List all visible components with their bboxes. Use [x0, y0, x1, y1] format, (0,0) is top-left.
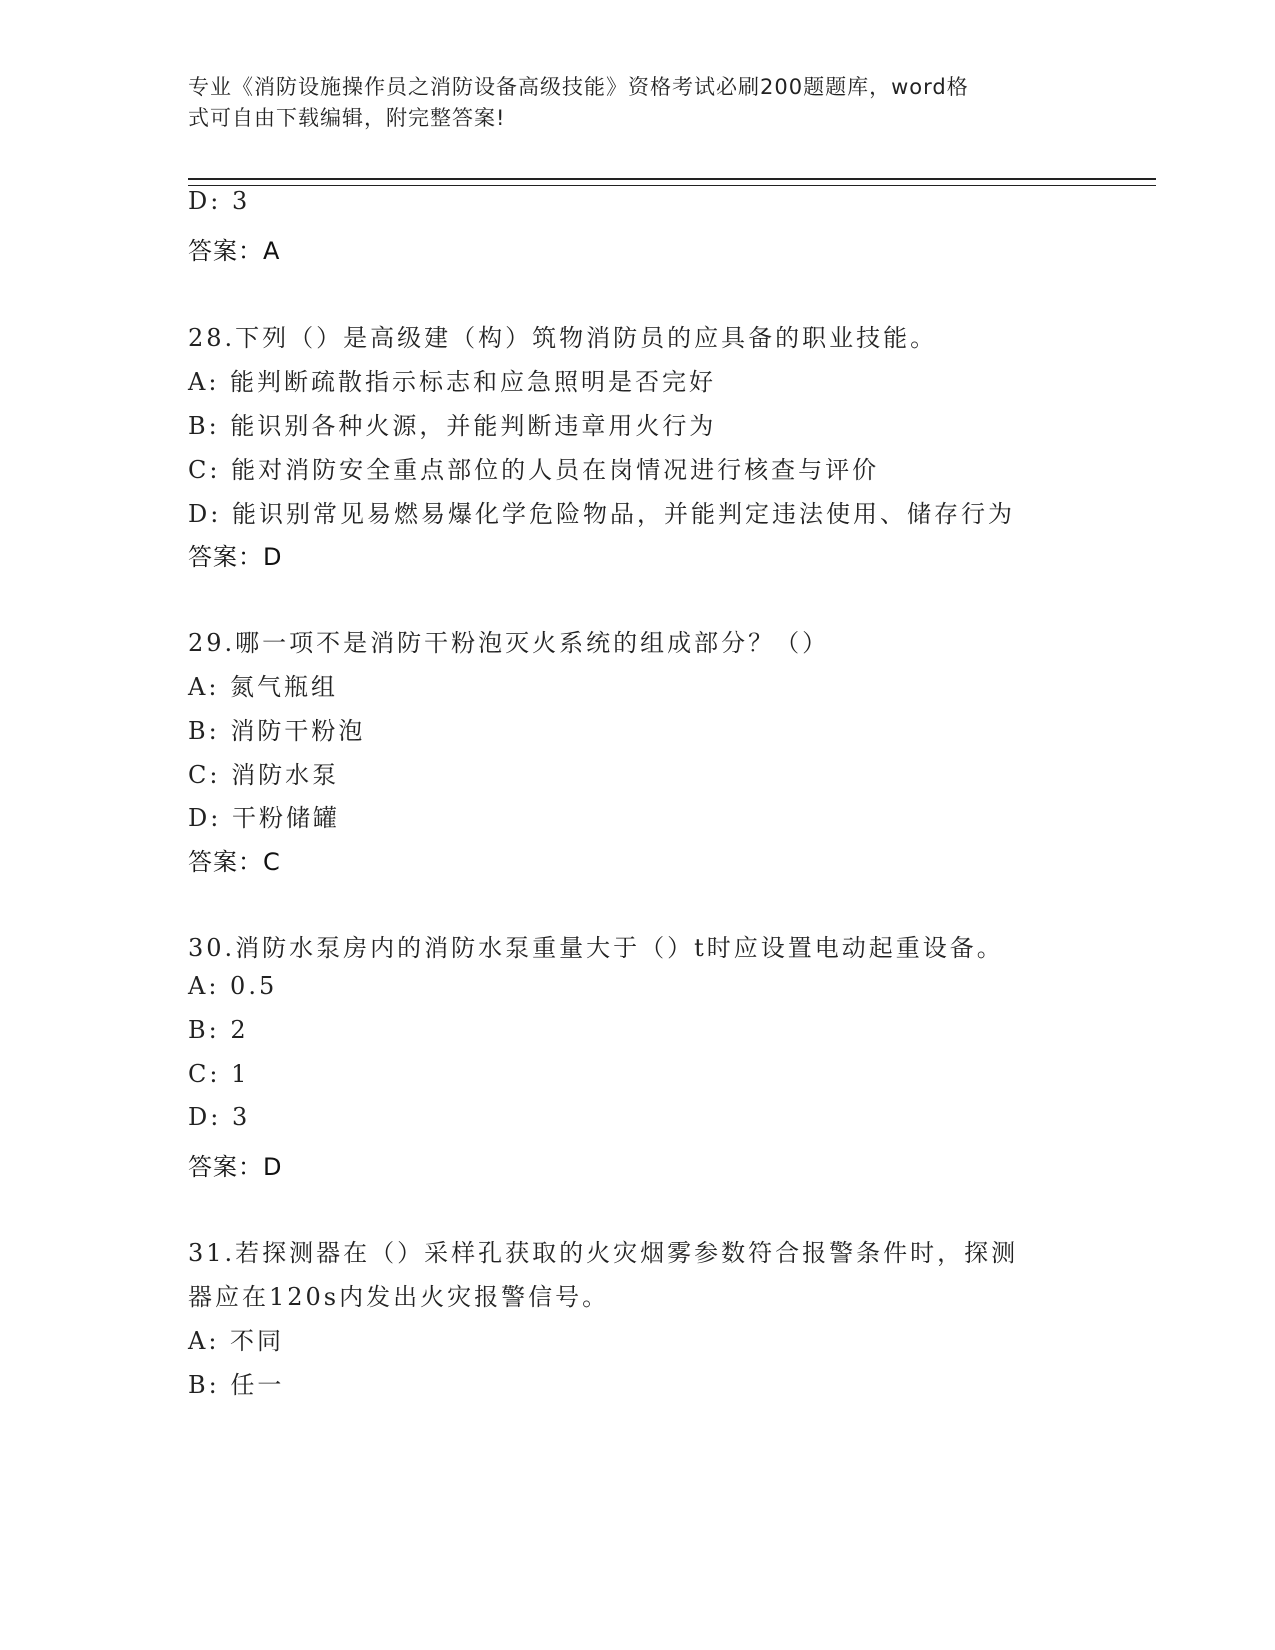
question-29-option-b: B: 消防干粉泡 [188, 717, 366, 745]
question-29-option-c: C: 消防水泵 [188, 761, 340, 789]
question-28-stem: 28.下列（）是高级建（构）筑物消防员的应具备的职业技能。 [188, 324, 938, 352]
question-29-option-a: A: 氮气瓶组 [188, 673, 339, 701]
document-header [188, 72, 1088, 134]
question-28-option-d: D: 能识别常见易燃易爆化学危险物品，并能判定违法使用、储存行为 [188, 500, 1015, 528]
question-29-answer: 答案：C [188, 848, 281, 876]
question-30-option-c: C: 1 [188, 1060, 250, 1088]
question-28-answer: 答案：D [188, 543, 283, 571]
question-29-stem: 29.哪一项不是消防干粉泡灭火系统的组成部分？（） [188, 629, 830, 657]
header-divider [188, 178, 1156, 186]
question-30-answer: 答案：D [188, 1153, 283, 1181]
question-31-option-a: A: 不同 [188, 1327, 285, 1355]
header-line-1: 专业《消防设施操作员之消防设备高级技能》资格考试必刷200题题库，word格 [188, 75, 969, 99]
header-line-2: 式可自由下载编辑，附完整答案! [188, 106, 506, 130]
question-31-stem-line-2: 器应在120s内发出火灾报警信号。 [188, 1283, 610, 1311]
question-29-option-d: D: 干粉储罐 [188, 804, 340, 832]
question-30-option-d: D: 3 [188, 1103, 251, 1131]
question-30-option-a: A: 0.5 [188, 972, 278, 1000]
prev-option-d: D: 3 [188, 187, 251, 215]
question-31-option-b: B: 任一 [188, 1371, 285, 1399]
question-28-option-c: C: 能对消防安全重点部位的人员在岗情况进行核查与评价 [188, 456, 880, 484]
question-28-option-a: A: 能判断疏散指示标志和应急照明是否完好 [188, 368, 717, 396]
question-30-stem: 30.消防水泵房内的消防水泵重量大于（）t时应设置电动起重设备。 [188, 934, 1004, 962]
question-30-option-b: B: 2 [188, 1016, 249, 1044]
question-28-option-b: B: 能识别各种火源，并能判断违章用火行为 [188, 412, 717, 440]
prev-answer: 答案：A [188, 237, 281, 265]
question-31-stem-line-1: 31.若探测器在（）采样孔获取的火灾烟雾参数符合报警条件时，探测 [188, 1239, 1019, 1267]
